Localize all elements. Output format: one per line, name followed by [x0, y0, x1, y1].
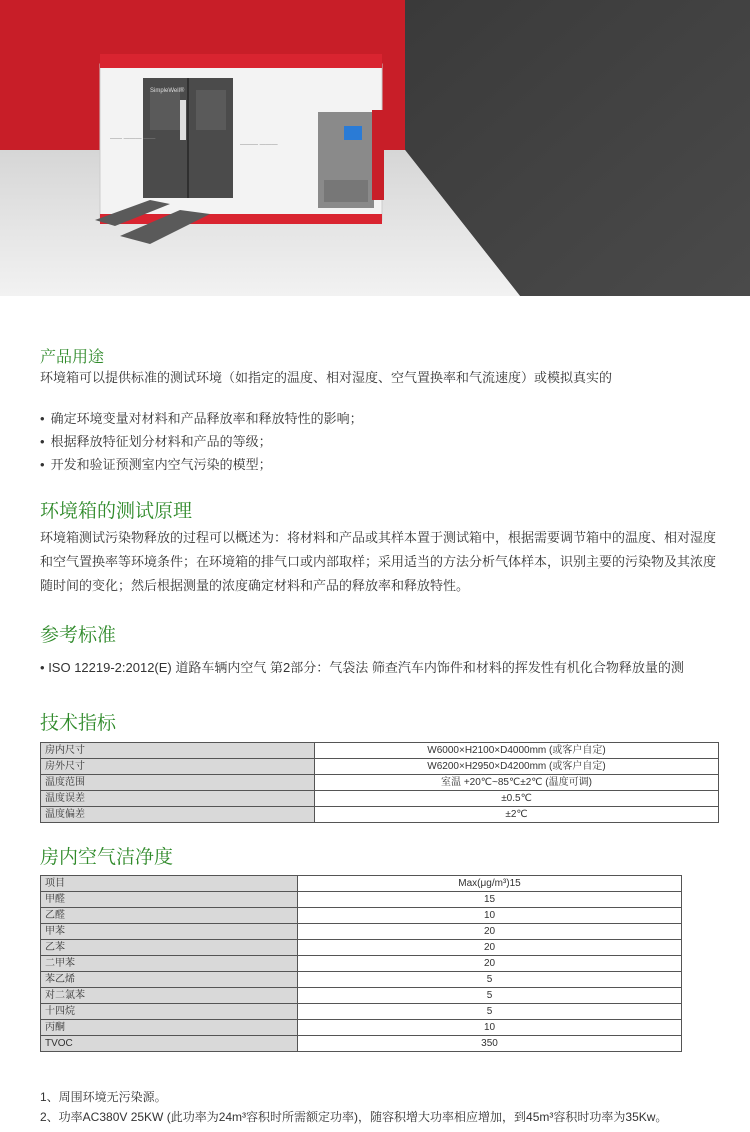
table-row: [41, 807, 719, 823]
standard-text: ISO 12219-2:2012(E) 道路车辆内空气 第2部分：气袋法 筛查汽车内饰件和材料的挥发性有机化合物释放量的测: [48, 660, 684, 675]
air-key: 乙苯: [41, 940, 298, 956]
specs-table: [40, 742, 719, 823]
list-item: • 根据释放特征划分材料和产品的等级；: [40, 430, 363, 453]
standard-item: [40, 656, 720, 680]
table-row: [41, 1020, 682, 1036]
spec-key: 温度误差: [41, 791, 315, 807]
spec-value: W6000×H2100×D4000mm (或客户自定): [315, 743, 719, 759]
air-key: 甲醛: [41, 892, 298, 908]
table-row: [41, 956, 682, 972]
table-row: [41, 924, 682, 940]
air-value: 5: [298, 972, 682, 988]
table-row: [41, 759, 719, 775]
note-1: 1、周围环境无污染源。: [40, 1090, 167, 1104]
brand-label: SimpleWell®: [150, 88, 185, 94]
table-row: [41, 892, 682, 908]
spec-key: 温度范围: [41, 775, 315, 791]
air-value: 15: [298, 892, 682, 908]
air-key: 二甲苯: [41, 956, 298, 972]
spec-value: ±0.5℃: [315, 791, 719, 807]
air-key: 对二氯苯: [41, 988, 298, 1004]
air-title: 房内空气洁净度: [40, 847, 174, 868]
list-item: • 开发和验证预测室内空气污染的模型；: [40, 453, 363, 476]
table-row: [41, 876, 682, 892]
table-row: [41, 908, 682, 924]
table-row: [41, 775, 719, 791]
air-value: 350: [298, 1036, 682, 1052]
spec-key: 房内尺寸: [41, 743, 315, 759]
air-key: 甲苯: [41, 924, 298, 940]
spec-value: 室温 +20℃~85℃±2℃ (温度可调): [315, 775, 719, 791]
air-key: 十四烷: [41, 1004, 298, 1020]
principle-title: 环境箱的测试原理: [40, 501, 193, 522]
bullet-icon: •: [40, 660, 45, 675]
principle-text: 环境箱测试污染物释放的过程可以概述为：将材料和产品或其样本置于测试箱中，根据需要调节箱中的温度、相对湿度和空气置换率等环境条件；在环境箱的排气口或内部取样；采用适当的方法分析气体样本，识别主要的污染物及其浓度随时间的变化；然后根据测量的浓度确定材料和产品的释放率和释放特性。: [40, 530, 717, 593]
air-value: Max(μg/m³)15: [298, 876, 682, 892]
spec-key: 温度偏差: [41, 807, 315, 823]
air-value: 10: [298, 908, 682, 924]
table-row: [41, 940, 682, 956]
table-row: [41, 1004, 682, 1020]
air-value: 10: [298, 1020, 682, 1036]
table-row: [41, 1036, 682, 1052]
usage-bullet-list: [40, 407, 363, 476]
usage-title: 产品用途: [40, 349, 105, 366]
air-value: 20: [298, 924, 682, 940]
air-value: 20: [298, 940, 682, 956]
table-row: [41, 988, 682, 1004]
panel-label-left: —— ——— ——: [110, 136, 156, 142]
specs-title: 技术指标: [40, 713, 117, 734]
air-value: 5: [298, 1004, 682, 1020]
list-item: • 确定环境变量对材料和产品释放率和释放特性的影响；: [40, 407, 363, 430]
note-2: 2、功率AC380V 25KW (此功率为24m³容积时所需额定功率)，随容积增大功率相应增加，到45m³容积时功率为35Kw。: [40, 1110, 668, 1124]
spec-value: ±2℃: [315, 807, 719, 823]
table-row: [41, 743, 719, 759]
table-row: [41, 972, 682, 988]
panel-label-right: ——— ———: [240, 142, 278, 148]
air-value: 5: [298, 988, 682, 1004]
hero-product-image: [0, 0, 750, 296]
air-value: 20: [298, 956, 682, 972]
standards-title: 参考标准: [40, 625, 117, 646]
air-key: 项目: [41, 876, 298, 892]
spec-key: 房外尺寸: [41, 759, 315, 775]
air-key: 丙酮: [41, 1020, 298, 1036]
environment-chamber-illustration: [0, 0, 750, 296]
air-key: 苯乙烯: [41, 972, 298, 988]
air-table: [40, 875, 682, 1052]
usage-intro: 环境箱可以提供标准的测试环境（如指定的温度、相对湿度、空气置换率和气流速度）或模拟真实的: [40, 370, 613, 385]
table-row: [41, 791, 719, 807]
air-key: 乙醛: [41, 908, 298, 924]
air-key: TVOC: [41, 1036, 298, 1052]
spec-value: W6200×H2950×D4200mm (或客户自定): [315, 759, 719, 775]
